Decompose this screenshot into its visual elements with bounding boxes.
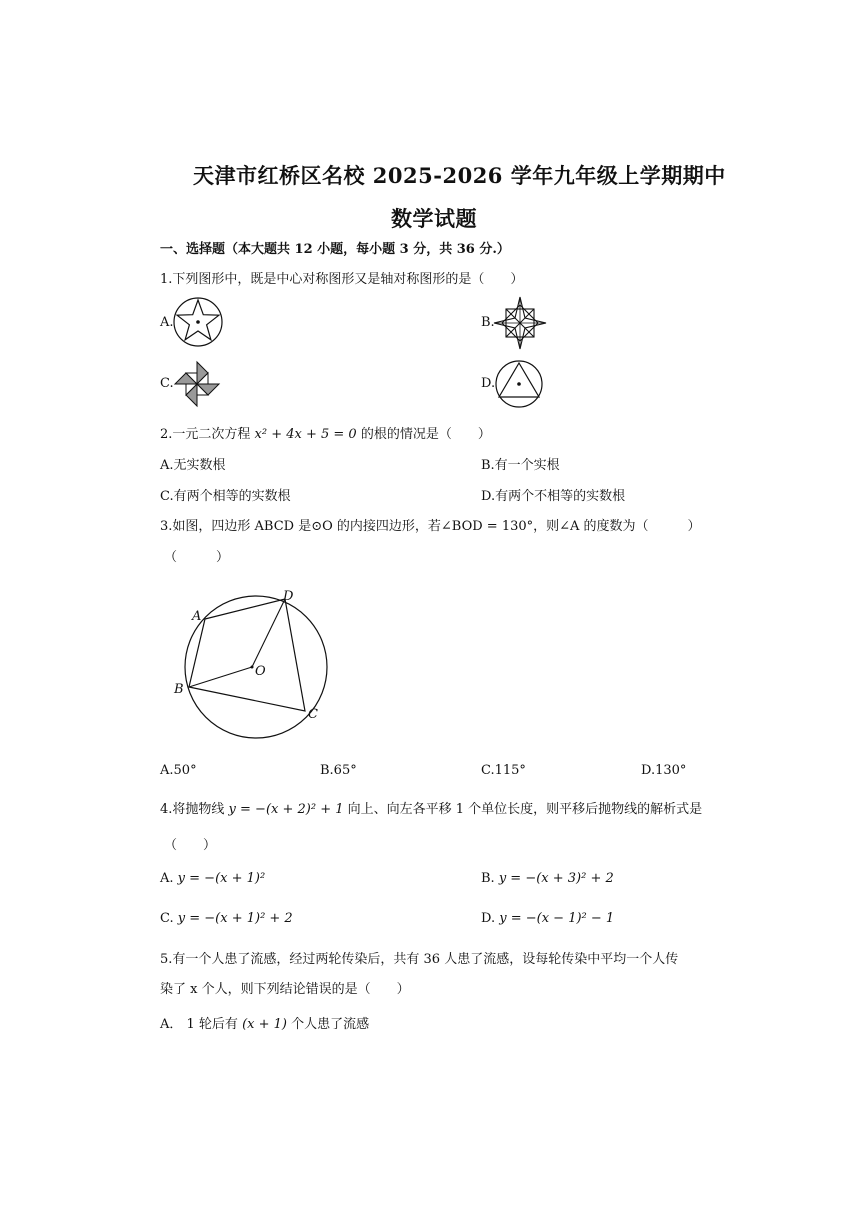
- point-d-label: D: [283, 589, 294, 604]
- q1-option-d-label: D.: [481, 376, 496, 391]
- q3-option-b: B.65°: [320, 763, 357, 778]
- q3-option-c: C.115°: [481, 763, 526, 778]
- q4-stem-post: 向上、向左各平移 1 个单位长度，则平移后抛物线的解析式是: [347, 802, 703, 817]
- pinwheel-figure: [172, 359, 222, 409]
- point-a-label: A: [192, 609, 202, 624]
- q4-option-c: [160, 911, 293, 926]
- q2-option-c: C.有两个相等的实数根: [160, 489, 291, 504]
- q4-option-d-formula: y = −(x − 1)² − 1: [499, 911, 615, 926]
- question-5-stem-line1: 5.有一个人患了流感，经过两轮传染后，共有 36 人患了流感，设每轮传染中平均一个人传: [160, 952, 679, 967]
- question-3-stem: 3.如图，四边形 ABCD 是⊙O 的内接四边形，若∠BOD = 130°，则∠A 的度数为（ ）: [160, 519, 701, 534]
- q2-option-d: D.有两个不相等的实数根: [481, 489, 626, 504]
- q4-option-d-label: D.: [481, 911, 496, 926]
- q5-option-a-label: A．: [160, 1017, 183, 1032]
- q4-equation: y = −(x + 2)² + 1: [228, 802, 344, 817]
- q5-option-a-formula: (x + 1): [242, 1017, 287, 1032]
- q1-option-b-label: B.: [481, 315, 495, 330]
- q5-option-a-text-pre: 1 轮后有: [186, 1017, 238, 1032]
- q2-stem-post: 的根的情况是（ ）: [360, 427, 491, 442]
- q4-option-b-label: B.: [481, 871, 495, 886]
- square-star-figure: [492, 295, 548, 351]
- question-3-stem-cont: （ ）: [164, 550, 230, 565]
- question-4-stem-cont: （ ）: [164, 838, 217, 853]
- q5-option-a: [160, 1013, 369, 1032]
- q4-option-a: [160, 871, 265, 886]
- page-title-line2: 数学试题: [391, 206, 477, 231]
- q4-option-b-formula: y = −(x + 3)² + 2: [498, 871, 614, 886]
- q1-option-a-label: A.: [160, 315, 174, 330]
- q4-option-a-formula: y = −(x + 1)²: [177, 871, 266, 886]
- page-title-line1: 天津市红桥区名校 2025-2026 学年九年级上学期期中: [193, 163, 726, 188]
- q4-option-a-label: A.: [160, 871, 174, 886]
- q1-option-c-label: C.: [160, 376, 174, 391]
- section-heading: 一、选择题（本大题共 12 小题，每小题 3 分，共 36 分.）: [160, 242, 510, 257]
- q2-option-a: A.无实数根: [160, 458, 226, 473]
- point-c-label: C: [308, 707, 318, 722]
- question-1-stem: 1.下列图形中，既是中心对称图形又是轴对称图形的是（ ）: [160, 272, 524, 287]
- q4-option-c-label: C.: [160, 911, 174, 926]
- q2-stem-pre: 2.一元二次方程: [160, 427, 251, 442]
- q4-option-d: [481, 911, 614, 926]
- q3-option-a: A.50°: [160, 763, 197, 778]
- point-b-label: B: [174, 682, 184, 697]
- q5-option-a-text-post: 个人患了流感: [291, 1017, 370, 1032]
- q4-option-b: [481, 871, 614, 886]
- q4-stem-pre: 4.将抛物线: [160, 802, 225, 817]
- q3-option-d: D.130°: [641, 763, 687, 778]
- q4-option-c-formula: y = −(x + 1)² + 2: [177, 911, 293, 926]
- star-in-circle-figure: [172, 296, 224, 348]
- q2-equation: x² + 4x + 5 = 0: [254, 427, 357, 442]
- point-o-label: O: [255, 664, 266, 679]
- q2-option-b: B.有一个实根: [481, 458, 560, 473]
- triangle-in-circle-figure: [494, 359, 544, 409]
- question-2-stem: [160, 423, 491, 442]
- question-5-stem-line2: 染了 x 个人，则下列结论错误的是（ ）: [160, 982, 410, 997]
- question-4-stem: [160, 798, 702, 817]
